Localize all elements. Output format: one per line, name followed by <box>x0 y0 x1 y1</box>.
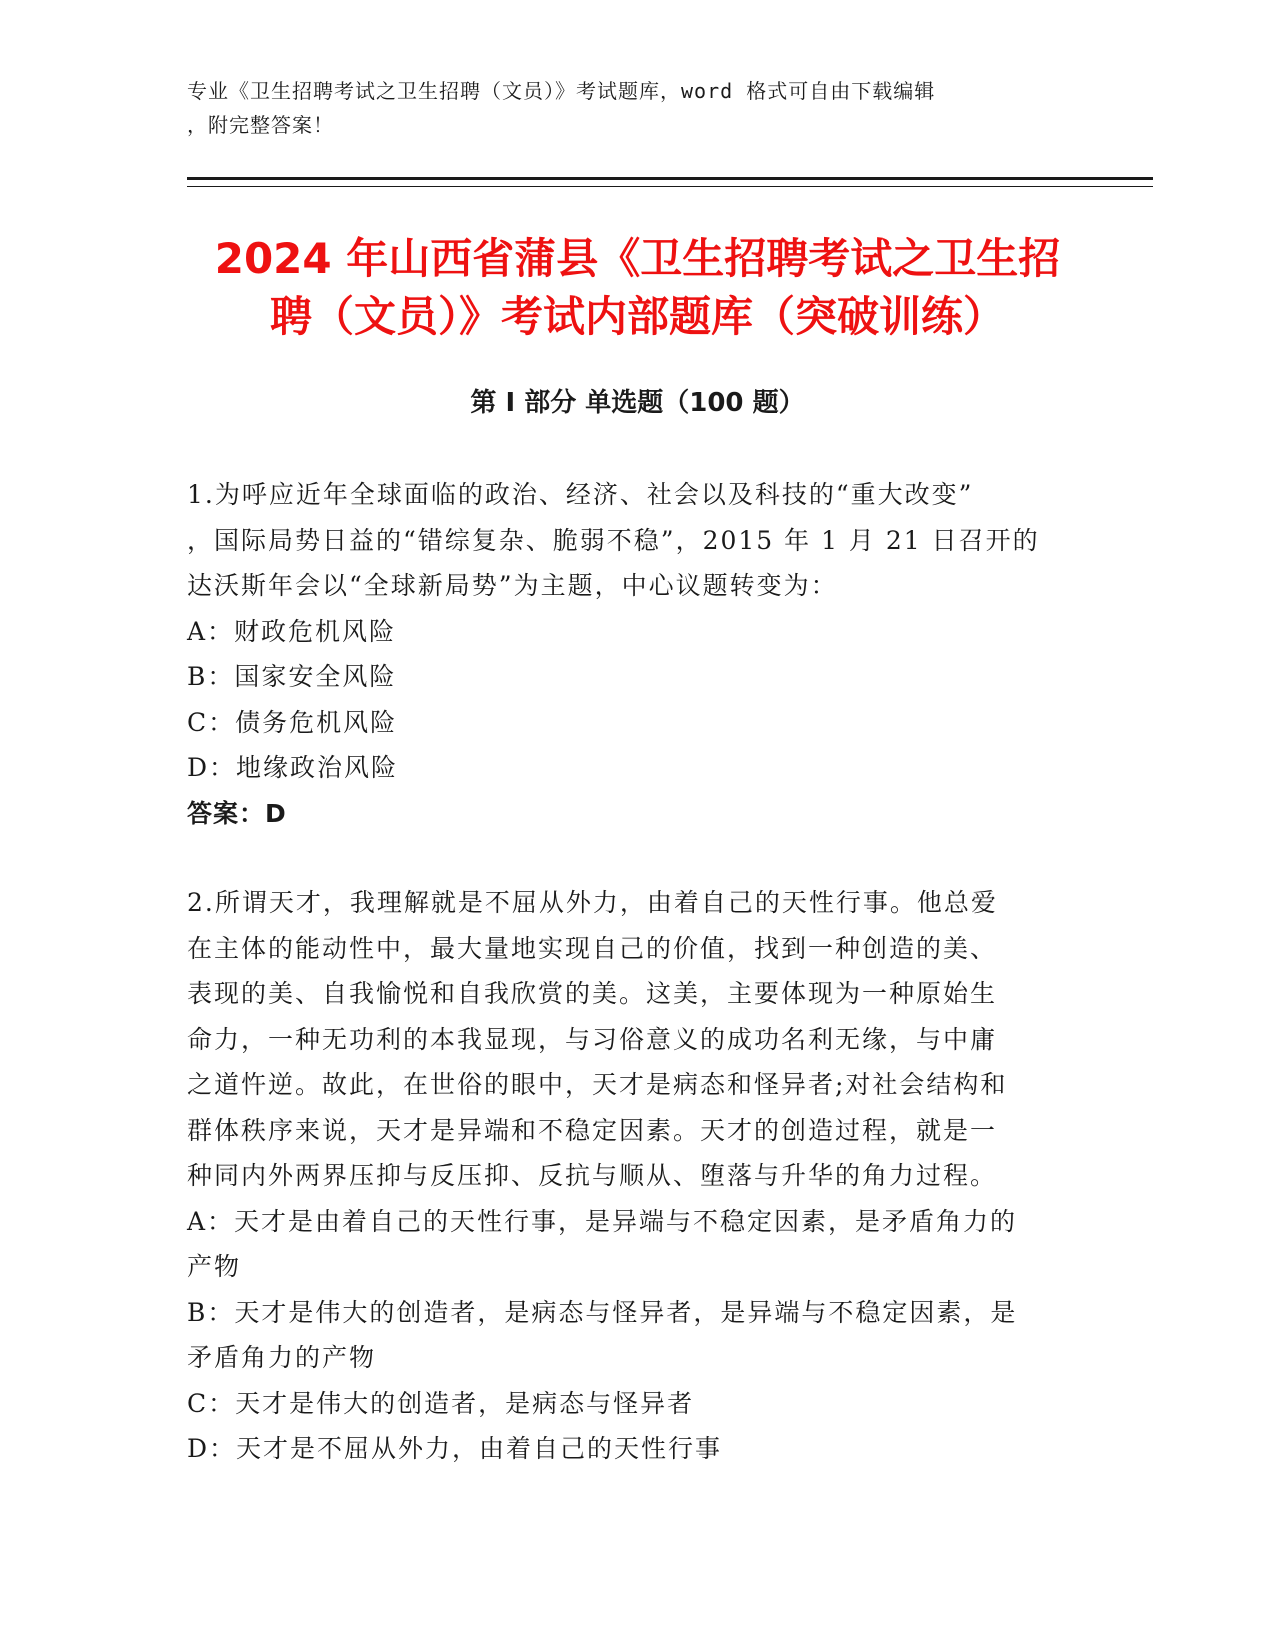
header-note <box>187 74 1087 142</box>
answer-line: 答案：D <box>187 798 287 828</box>
question-stem-line: 达沃斯年会以“全球新局势”为主题，中心议题转变为： <box>187 571 838 600</box>
question-1 <box>187 472 1087 836</box>
document-title <box>140 230 1135 346</box>
document-title-line-2: 聘（文员）》考试内部题库（突破训练） <box>269 292 1005 341</box>
question-stem-line: 1.为呼应近年全球面临的政治、经济、社会以及科技的“重大改变” <box>187 480 974 509</box>
question-stem-line: 在主体的能动性中，最大量地实现自己的价值，找到一种创造的美、 <box>187 933 998 963</box>
option-a: A：天才是由着自己的天性行事，是异端与不稳定因素，是矛盾角力的 <box>187 1206 1018 1236</box>
header-rule-thin <box>187 186 1153 187</box>
question-2 <box>187 880 1087 1472</box>
option-d: D：地缘政治风险 <box>187 753 399 782</box>
question-stem-line: 表现的美、自我愉悦和自我欣赏的美。这美，主要体现为一种原始生 <box>187 979 998 1008</box>
question-stem-line: 之道忤逆。故此，在世俗的眼中，天才是病态和怪异者;对社会结构和 <box>187 1070 1008 1099</box>
question-stem-line: 命力，一种无功利的本我显现，与习俗意义的成功名利无缘，与中庸 <box>187 1024 998 1054</box>
option-b: B：天才是伟大的创造者，是病态与怪异者，是异端与不稳定因素，是 <box>187 1297 1018 1327</box>
header-note-line-2: ，附完整答案！ <box>187 113 334 137</box>
option-a-continued: 产物 <box>187 1252 242 1281</box>
option-b: B：国家安全风险 <box>187 662 397 691</box>
header-rule-thick <box>187 177 1153 180</box>
option-b-continued: 矛盾角力的产物 <box>187 1343 377 1372</box>
header-note-line-1: 专业《卫生招聘考试之卫生招聘（文员）》考试题库，word 格式可自由下载编辑 <box>187 79 936 103</box>
option-d: D：天才是不屈从外力，由着自己的天性行事 <box>187 1434 723 1463</box>
option-c: C：天才是伟大的创造者，是病态与怪异者 <box>187 1388 695 1418</box>
option-a: A：财政危机风险 <box>187 616 397 646</box>
section-heading: 第 I 部分 单选题（100 题） <box>470 388 805 418</box>
question-stem-line: 种同内外两界压抑与反压抑、反抗与顺从、堕落与升华的角力过程。 <box>187 1161 998 1190</box>
question-stem-line: 群体秩序来说，天才是异端和不稳定因素。天才的创造过程，就是一 <box>187 1115 998 1145</box>
document-title-line-1: 2024 年山西省蒲县《卫生招聘考试之卫生招 <box>214 234 1061 283</box>
option-c: C：债务危机风险 <box>187 707 398 737</box>
question-stem-line: ，国际局势日益的“错综复杂、脆弱不稳”，2015 年 1 月 21 日召开的 <box>187 525 1040 555</box>
question-stem-line: 2.所谓天才，我理解就是不屈从外力，由着自己的天性行事。他总爱 <box>187 888 998 917</box>
